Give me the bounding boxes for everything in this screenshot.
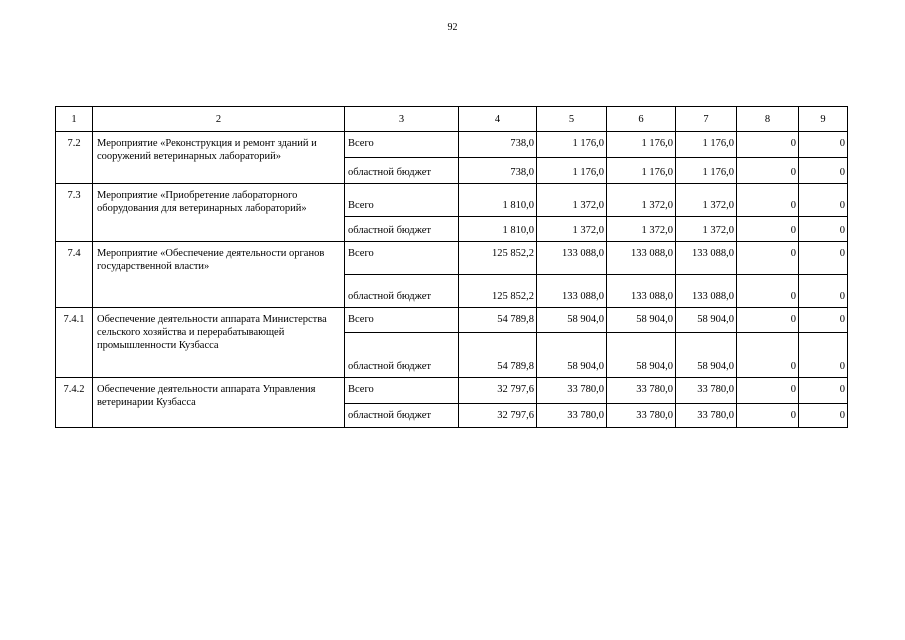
value-cell: 58 904,0: [537, 333, 607, 378]
col-header: 6: [607, 107, 676, 132]
value-cell: 0: [737, 275, 799, 308]
col-header: 3: [345, 107, 459, 132]
value-cell: 1 176,0: [607, 132, 676, 158]
value-cell: 0: [799, 158, 848, 184]
value-cell: 33 780,0: [607, 404, 676, 428]
table-row: [56, 184, 848, 217]
value-cell: 738,0: [459, 158, 537, 184]
table-row: [56, 308, 848, 333]
value-cell: 33 780,0: [607, 378, 676, 404]
budget-table: [55, 106, 848, 428]
value-cell: 1 176,0: [537, 158, 607, 184]
value-cell: 133 088,0: [537, 242, 607, 275]
source-cell: областной бюджет: [345, 404, 459, 428]
value-cell: 1 372,0: [676, 217, 737, 242]
col-header: 5: [537, 107, 607, 132]
row-name: Мероприятие «Обеспечение деятельности органов государственной власти»: [93, 242, 345, 308]
value-cell: 0: [799, 378, 848, 404]
value-cell: 58 904,0: [607, 333, 676, 378]
header-row: [56, 107, 848, 132]
value-cell: 0: [737, 242, 799, 275]
value-cell: 133 088,0: [607, 275, 676, 308]
source-cell: Всего: [345, 308, 459, 333]
value-cell: 58 904,0: [537, 308, 607, 333]
value-cell: 0: [737, 404, 799, 428]
value-cell: 0: [799, 404, 848, 428]
value-cell: 0: [799, 217, 848, 242]
value-cell: 738,0: [459, 132, 537, 158]
value-cell: 1 176,0: [676, 158, 737, 184]
value-cell: 0: [799, 242, 848, 275]
value-cell: 58 904,0: [607, 308, 676, 333]
value-cell: 0: [737, 132, 799, 158]
source-cell: Всего: [345, 132, 459, 158]
value-cell: 0: [799, 308, 848, 333]
row-code: 7.4: [56, 242, 93, 308]
value-cell: 133 088,0: [537, 275, 607, 308]
value-cell: 1 372,0: [676, 184, 737, 217]
value-cell: 0: [737, 217, 799, 242]
value-cell: 58 904,0: [676, 308, 737, 333]
table-row: [56, 132, 848, 158]
value-cell: 125 852,2: [459, 242, 537, 275]
col-header: 8: [737, 107, 799, 132]
value-cell: 33 780,0: [537, 378, 607, 404]
value-cell: 0: [737, 333, 799, 378]
row-code: 7.3: [56, 184, 93, 242]
value-cell: 133 088,0: [607, 242, 676, 275]
row-code: 7.4.2: [56, 378, 93, 428]
source-cell: Всего: [345, 378, 459, 404]
source-cell: областной бюджет: [345, 333, 459, 378]
table-row: [56, 242, 848, 275]
value-cell: 1 372,0: [537, 184, 607, 217]
value-cell: 32 797,6: [459, 404, 537, 428]
value-cell: 0: [737, 158, 799, 184]
source-cell: областной бюджет: [345, 275, 459, 308]
row-name: Мероприятие «Реконструкция и ремонт зданий и сооружений ветеринарных лабораторий»: [93, 132, 345, 184]
value-cell: 54 789,8: [459, 308, 537, 333]
value-cell: 133 088,0: [676, 242, 737, 275]
value-cell: 0: [737, 184, 799, 217]
source-cell: областной бюджет: [345, 158, 459, 184]
row-name: Мероприятие «Приобретение лабораторного оборудования для ветеринарных лабораторий»: [93, 184, 345, 242]
value-cell: 33 780,0: [537, 404, 607, 428]
value-cell: 1 176,0: [607, 158, 676, 184]
value-cell: 58 904,0: [676, 333, 737, 378]
value-cell: 33 780,0: [676, 404, 737, 428]
value-cell: 0: [799, 333, 848, 378]
value-cell: 0: [799, 275, 848, 308]
row-code: 7.2: [56, 132, 93, 184]
value-cell: 133 088,0: [676, 275, 737, 308]
col-header: 4: [459, 107, 537, 132]
value-cell: 1 810,0: [459, 184, 537, 217]
table-row: [56, 378, 848, 404]
value-cell: 54 789,8: [459, 333, 537, 378]
col-header: 7: [676, 107, 737, 132]
value-cell: 1 372,0: [537, 217, 607, 242]
value-cell: 0: [799, 132, 848, 158]
row-code: 7.4.1: [56, 308, 93, 378]
source-cell: областной бюджет: [345, 217, 459, 242]
col-header: 9: [799, 107, 848, 132]
col-header: 1: [56, 107, 93, 132]
source-cell: Всего: [345, 242, 459, 275]
value-cell: 1 372,0: [607, 217, 676, 242]
value-cell: 1 176,0: [676, 132, 737, 158]
row-name: Обеспечение деятельности аппарата Управления ветеринарии Кузбасса: [93, 378, 345, 428]
value-cell: 1 372,0: [607, 184, 676, 217]
value-cell: 125 852,2: [459, 275, 537, 308]
value-cell: 1 176,0: [537, 132, 607, 158]
col-header: 2: [93, 107, 345, 132]
value-cell: 33 780,0: [676, 378, 737, 404]
source-cell: Всего: [345, 184, 459, 217]
value-cell: 0: [737, 308, 799, 333]
page-number: 92: [447, 22, 458, 33]
value-cell: 32 797,6: [459, 378, 537, 404]
value-cell: 0: [737, 378, 799, 404]
value-cell: 0: [799, 184, 848, 217]
row-name: Обеспечение деятельности аппарата Министерства сельского хозяйства и перерабатывающей промышленности Кузбасса: [93, 308, 345, 378]
value-cell: 1 810,0: [459, 217, 537, 242]
